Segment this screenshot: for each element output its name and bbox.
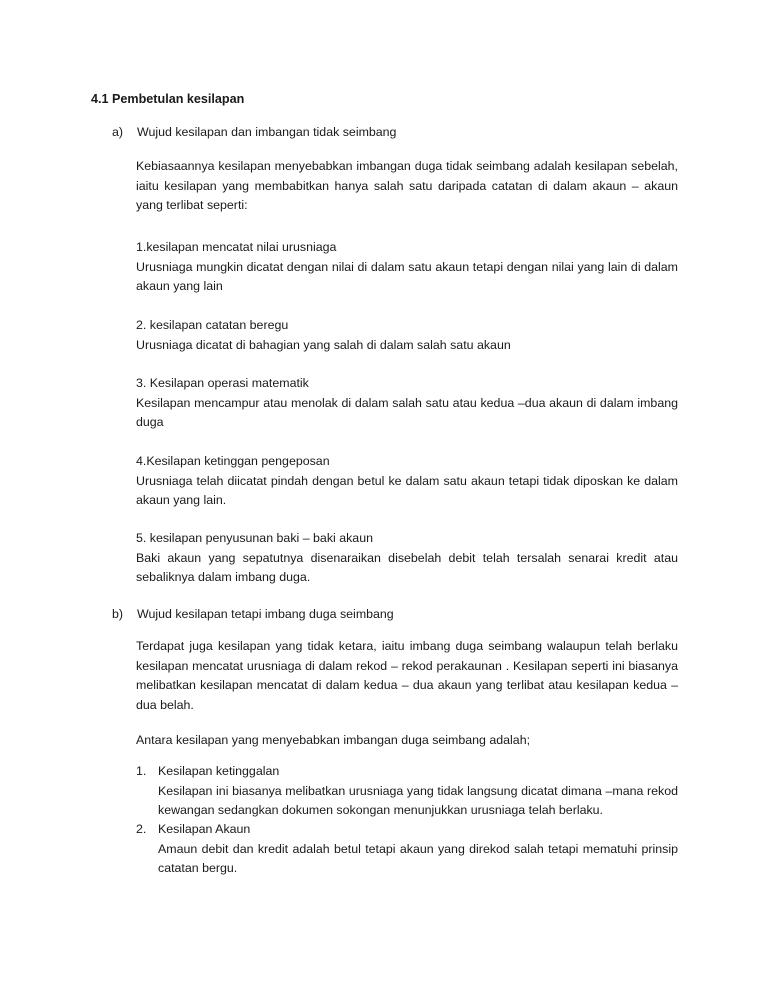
error-item xyxy=(136,374,678,433)
section-a-intro xyxy=(136,157,678,216)
error-item-title: 3. Kesilapan operasi matematik xyxy=(136,376,309,390)
paragraph: Kebiasaannya kesilapan menyebabkan imbangan duga tidak seimbang adalah kesilapan sebelah, iaitu kesilapan yang membabitkan hanya salah satu daripada catatan di dalam akaun – akaun yang terlibat seperti: xyxy=(136,159,678,212)
section-b-lead xyxy=(136,731,678,751)
error-item-title: 2. kesilapan catatan beregu xyxy=(136,318,289,332)
error-item-body: Kesilapan mencampur atau menolak di dalam salah satu atau kedua –dua akaun di dalam imbang duga xyxy=(136,395,678,429)
section-b-intro xyxy=(136,637,678,715)
section-b-label xyxy=(112,607,394,621)
error-item xyxy=(136,452,678,511)
section-heading: 4.1 Pembetulan kesilapan xyxy=(91,92,245,106)
list-item xyxy=(158,762,678,821)
section-b-marker: b) xyxy=(112,607,124,621)
section-a-label xyxy=(112,125,396,139)
error-item-body: Baki akaun yang sepatutnya disenaraikan disebelah debit telah tersalah senarai kredit atau sebaliknya dalam imbang duga. xyxy=(136,550,678,584)
error-item-body: Urusniaga mungkin dicatat dengan nilai di dalam satu akaun tetapi dengan nilai yang lain di dalam akaun yang lain xyxy=(136,259,678,293)
list-item-title: Kesilapan Akaun xyxy=(158,822,251,836)
list-item xyxy=(158,820,678,879)
list-number: 2. xyxy=(136,822,147,836)
paragraph: Terdapat juga kesilapan yang tidak ketara, iaitu imbang duga seimbang walaupun telah berlaku kesilapan mencatat urusniaga di dalam rekod – rekod perakaunan . Kesilapan seperti ini biasanya melibatkan kesilapan mencatat di dalam kedua – dua akaun yang terlibat atau kesilapan kedua – dua belah. xyxy=(136,639,678,712)
error-item-title: 1.kesilapan mencatat nilai urusniaga xyxy=(136,240,337,254)
paragraph: Antara kesilapan yang menyebabkan imbangan duga seimbang adalah; xyxy=(136,733,531,747)
error-item-title: 5. kesilapan penyusunan baki – baki akaun xyxy=(136,531,373,545)
error-item xyxy=(136,529,678,588)
error-item xyxy=(136,316,678,355)
list-item-body: Kesilapan ini biasanya melibatkan urusniaga yang tidak langsung dicatat dimana –mana rekod kewangan sedangkan dokumen sokongan menunjukkan urusniaga telah berlaku. xyxy=(158,783,678,817)
list-item-title: Kesilapan ketinggalan xyxy=(158,764,280,778)
section-a-marker: a) xyxy=(112,125,124,139)
error-item xyxy=(136,238,678,297)
error-item-body: Urusniaga telah diicatat pindah dengan betul ke dalam satu akaun tetapi tidak diposkan ke dalam akaun yang lain. xyxy=(136,473,678,507)
section-a-title: Wujud kesilapan dan imbangan tidak seimbang xyxy=(137,125,397,139)
list-item-body: Amaun debit dan kredit adalah betul tetapi akaun yang direkod salah tetapi mematuhi prinsip catatan bergu. xyxy=(158,841,678,875)
list-number: 1. xyxy=(136,764,147,778)
section-b-title: Wujud kesilapan tetapi imbang duga seimbang xyxy=(137,607,394,621)
error-item-body: Urusniaga dicatat di bahagian yang salah di dalam salah satu akaun xyxy=(136,337,511,352)
error-item-title: 4.Kesilapan ketinggan pengeposan xyxy=(136,454,330,468)
